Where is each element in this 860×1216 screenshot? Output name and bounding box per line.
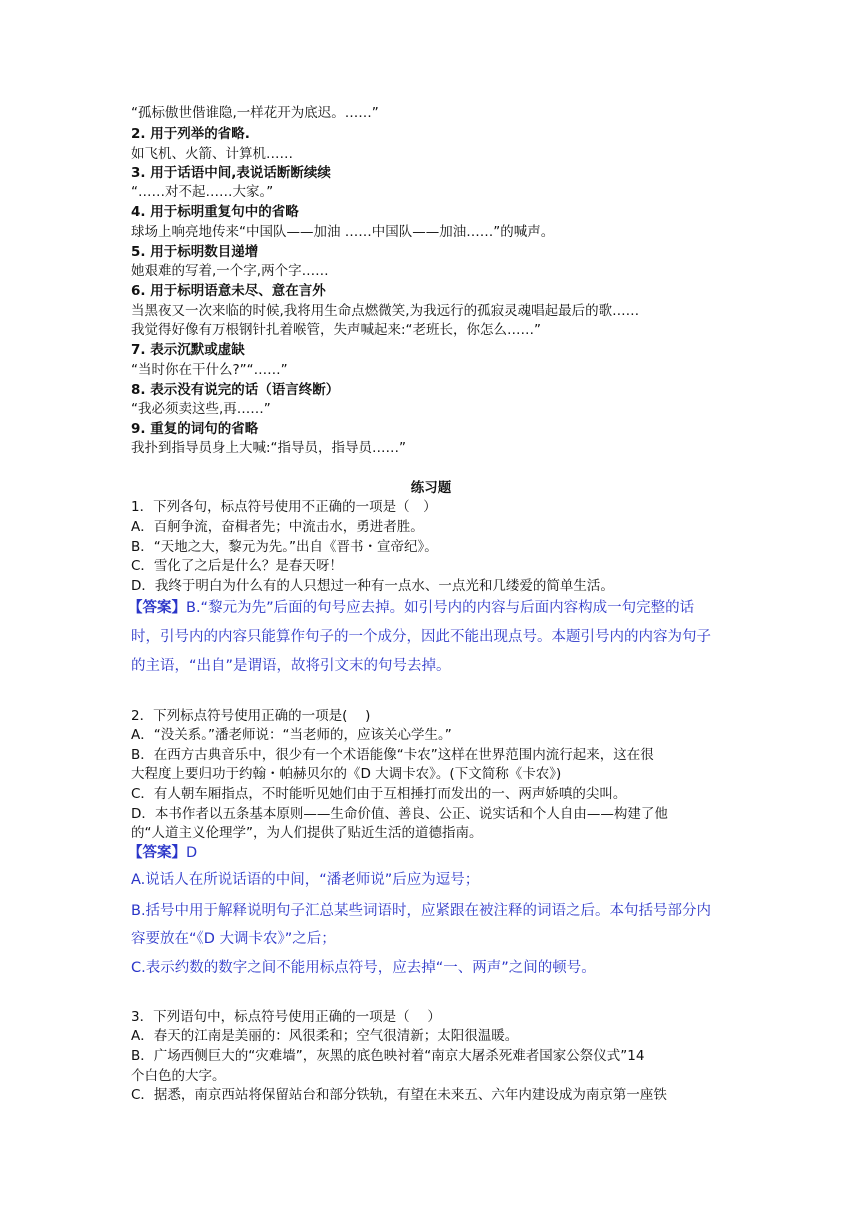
- example-line: 如飞机、火箭、计算机……: [131, 146, 293, 162]
- question-2-option-d: D．本书作者以五条基本原则——生命价值、善良、公正、说实话和个人自由——构建了他: [131, 806, 668, 822]
- example-line: 我扑到指导员身上大喊:“指导员，指导员……”: [131, 440, 407, 456]
- answer-1-text: B.“黎元为先”后面的句号应去掉。如引号内的内容与后面内容构成一句完整的话: [186, 600, 695, 616]
- answer-2-explanation: C.表示约数的数字之间不能用标点符号，应去掉“一、两声”之间的顿号。: [131, 960, 596, 976]
- example-line: “当时你在干什么?”“……”: [131, 362, 288, 378]
- section-heading: 2. 用于列举的省略.: [131, 126, 250, 142]
- question-2-option-d-cont: 的“人道主义伦理学”，为人们提供了贴近生活的道德指南。: [131, 825, 483, 841]
- answer-2-explanation: 容要放在“《D 大调卡农》”之后；: [131, 931, 336, 947]
- section-heading: 5. 用于标明数目递增: [131, 244, 259, 260]
- section-heading: 6. 用于标明语意未尽、意在言外: [131, 283, 326, 299]
- question-2-option-c: C．有人朝车厢指点，不时能听见她们由于互相捶打而发出的一、两声娇嗔的尖叫。: [131, 786, 627, 802]
- answer-2-letter: D: [186, 845, 198, 861]
- question-3-option-b: B．广场西侧巨大的“灾难墙”，灰黑的底色映衬着“南京大屠杀死难者国家公祭仪式”14: [131, 1048, 645, 1064]
- answer-1-line: 时，引号内的内容只能算作句子的一个成分，因此不能出现点号。本题引号内的内容为句子: [131, 629, 711, 645]
- example-line: “我必须卖这些,再……”: [131, 401, 271, 417]
- example-line: 球场上响亮地传来“中国队——加油 ……中国队——加油……”的喊声。: [131, 224, 555, 240]
- example-line: 她艰难的写着,一个字,两个字……: [131, 263, 329, 279]
- question-3-stem: 3．下列语句中，标点符号使用正确的一项是（ ）: [131, 1009, 441, 1025]
- question-1-stem: 1．下列各句，标点符号使用不正确的一项是（ ）: [131, 499, 437, 515]
- answer-2-explanation: A.说话人在所说话语的中间，“潘老师说”后应为逗号；: [131, 872, 480, 888]
- section-heading: 8. 表示没有说完的话（语言终断）: [131, 382, 340, 398]
- section-heading: 3. 用于话语中间,表说话断断续续: [131, 165, 331, 181]
- section-heading: 7. 表示沉默或虚缺: [131, 342, 245, 358]
- question-1-option-b: B．“天地之大，黎元为先。”出自《晋书・宣帝纪》。: [131, 539, 438, 555]
- question-2-option-b: B．在西方古典音乐中，很少有一个术语能像“卡农”这样在世界范围内流行起来，这在很: [131, 747, 654, 763]
- question-3-option-b-cont: 个白色的大字。: [131, 1068, 226, 1084]
- question-3-option-c: C．据悉，南京西站将保留站台和部分铁轨，有望在未来五、六年内建设成为南京第一座铁: [131, 1087, 667, 1103]
- example-line: “……对不起……大家。”: [131, 184, 274, 200]
- answer-1-line: 的主语，“出自”是谓语，故将引文末的句号去掉。: [131, 658, 451, 674]
- question-3-option-a: A．春天的江南是美丽的：风很柔和；空气很清新；太阳很温暖。: [131, 1028, 519, 1044]
- section-heading: 9. 重复的词句的省略: [131, 421, 259, 437]
- question-2-stem: 2．下列标点符号使用正确的一项是( ): [131, 708, 371, 724]
- example-line: 我觉得好像有万根钢针扎着喉管，失声喊起来:“老班长，你怎么……”: [131, 322, 542, 338]
- question-2-option-b-cont: 大程度上要归功于约翰・帕赫贝尔的《D 大调卡农》。(下文简称《卡农》): [131, 766, 562, 782]
- example-line: 当黑夜又一次来临的时候,我将用生命点燃微笑,为我远行的孤寂灵魂唱起最后的歌……: [131, 303, 640, 319]
- question-1-option-c: C．雪化了之后是什么？是春天呀！: [131, 558, 343, 574]
- exercise-title: 练习题: [410, 480, 452, 496]
- answer-2-line: [128, 843, 728, 863]
- question-2-option-a: A．“没关系。”潘老师说：“当老师的，应该关心学生。”: [131, 727, 452, 743]
- question-1-option-a: A．百舸争流，奋楫者先；中流击水，勇进者胜。: [131, 519, 424, 535]
- section-heading: 4. 用于标明重复句中的省略: [131, 204, 299, 220]
- answer-1-line: [128, 598, 748, 618]
- answer-label: 【答案】: [128, 600, 186, 616]
- answer-2-explanation: B.括号中用于解释说明句子汇总某些词语时，应紧跟在被注释的词语之后。本句括号部分内: [131, 903, 712, 919]
- answer-label: 【答案】: [128, 845, 186, 861]
- question-1-option-d: D．我终于明白为什么有的人只想过一种有一点水、一点光和几缕爱的简单生活。: [131, 578, 614, 594]
- quote-line: “孤标傲世偕谁隐,一样花开为底迟。……”: [131, 105, 379, 121]
